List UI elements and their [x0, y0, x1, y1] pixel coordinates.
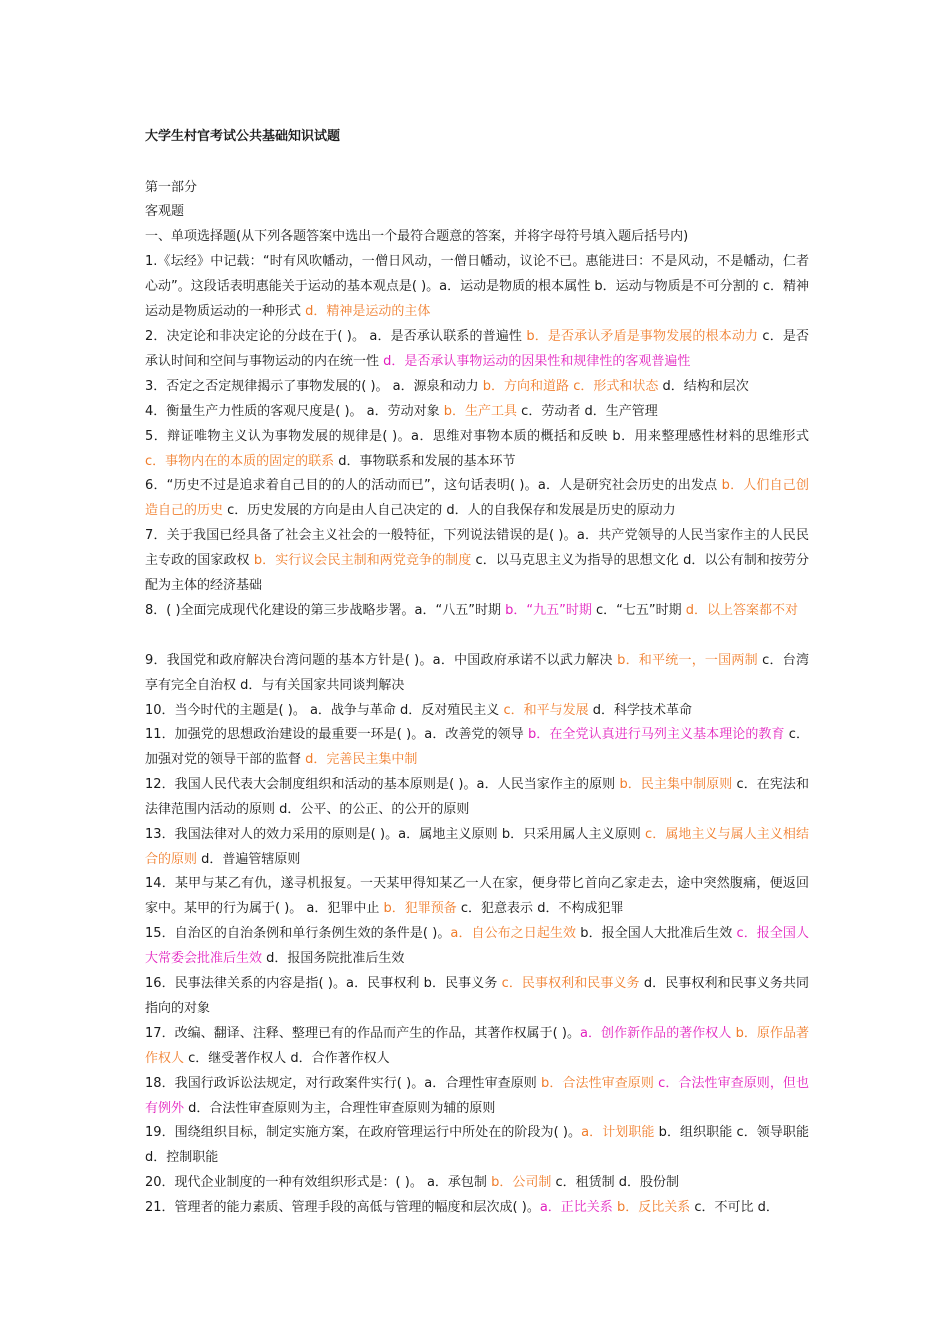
question-text: 12．我国人民代表大会制度组织和活动的基本原则是( )。a．人民当家作主的原则: [145, 777, 620, 792]
answer-highlight: b．公司制: [491, 1175, 552, 1190]
question-5: [145, 425, 809, 475]
question-7: [145, 524, 809, 599]
answer-highlight: b．在全党认真进行马列主义基本理论的教育: [527, 727, 785, 742]
answer-highlight: c．合法性审查原则，但也有例外: [145, 1076, 809, 1116]
question-text: 11．加强党的思想政治建设的最重要一环是( )。a．改善党的领导: [145, 727, 528, 742]
question-6: [145, 474, 809, 524]
question-text: 18．我国行政诉讼法规定，对行政案件实行( )。a．合理性审查原则: [145, 1076, 542, 1091]
question-4: [145, 400, 809, 425]
answer-highlight: c．报全国人大常委会批准后生效: [145, 926, 809, 966]
question-1: [145, 250, 809, 325]
answer-highlight: b．是否承认矛盾是事物发展的根本动力: [526, 329, 759, 344]
question-text: 19．围绕组织目标，制定实施方案，在政府管理运行中所处在的阶段为( )。: [145, 1125, 582, 1140]
question-17: [145, 1022, 809, 1072]
answer-highlight: b．方向和道路: [482, 379, 570, 394]
question-text: 20．现代企业制度的一种有效组织形式是：( )。 a．承包制: [145, 1175, 492, 1190]
question-text: d．结构和层次: [658, 379, 749, 394]
answer-highlight: c．事物内在的本质的固定的联系: [145, 453, 335, 469]
question-text: 7．关于我国已经具备了社会主义社会的一般特征，下列说法错误的是( )。a．共产党领导的人民当家作主的人民民主专政的国家政权: [145, 528, 809, 568]
answer-highlight: d．完善民主集中制: [305, 751, 418, 767]
answer-highlight: c．属地主义与属人主义相结合的原则: [145, 827, 809, 867]
question-text: d．普遍管辖原则: [197, 851, 301, 867]
document-title: 大学生村官考试公共基础知识试题: [145, 129, 341, 144]
answer-highlight: b．民主集中制原则: [619, 777, 733, 792]
question-9: [145, 649, 809, 699]
question-21: [145, 1196, 809, 1221]
question-text: c．租赁制 d．股份制: [551, 1175, 679, 1190]
answer-highlight: b．合法性审查原则: [541, 1076, 654, 1091]
answer-highlight: d．是否承认事物运动的因果性和规律性的客观普遍性: [383, 353, 691, 369]
question-text: c．加强对党的领导干部的监督: [145, 727, 809, 767]
question-11: [145, 723, 809, 773]
question-text: 14．某甲与某乙有仇，遂寻机报复。一天某甲得知某乙一人在家，便身带匕首向乙家走去，途中突然腹痛，便返回家中。某甲的行为属于( )。 a．犯罪中止: [145, 876, 809, 916]
answer-highlight: a．计划职能: [581, 1125, 655, 1140]
question-text: c．以马克思主义为指导的思想文化 d．以公有制和按劳分配为主体的经济基础: [145, 552, 809, 593]
answer-highlight: a．自公布之日起生效: [450, 926, 577, 941]
answer-highlight: b．和平统一，一国两制: [617, 653, 758, 668]
question-text: c．犯意表示 d．不构成犯罪: [456, 900, 624, 916]
question-text: c．劳动者 d．生产管理: [517, 404, 658, 419]
answer-highlight: b．实行议会民主制和两党竞争的制度: [253, 552, 472, 568]
question-text: 13．我国法律对人的效力采用的原则是( )。a．属地主义原则 b．只采用属人主义原则: [145, 827, 646, 842]
question-20: [145, 1171, 809, 1196]
question-text: 16．民事法律关系的内容是指( )。a．民事权利 b．民事义务: [145, 976, 502, 991]
question-text: 8．( )全面完成现代化建设的第三步战略步署。a．“八五”时期: [145, 603, 506, 618]
question-text: 4．衡量生产力性质的客观尺度是( )。 a．劳动对象: [145, 404, 444, 419]
question-2: [145, 325, 809, 375]
answer-highlight: b．生产工具: [443, 404, 518, 419]
question-18: [145, 1072, 809, 1122]
question-text: 5．辩证唯物主义认为事物发展的规律是( )。a．思维对事物本质的概括和反映 b．用来整理感性材料的思维形式: [145, 429, 809, 444]
answer-highlight: b．人们自己创造自己的历史: [145, 478, 809, 518]
question-text: c．“七五”时期: [591, 603, 686, 618]
answer-highlight: b．“九五”时期: [505, 603, 592, 618]
answer-highlight: c．和平与发展: [503, 703, 589, 718]
question-text: 9．我国党和政府解决台湾问题的基本方针是( )。a．中国政府承诺不以武力解决: [145, 653, 618, 668]
answer-highlight: d．以上答案都不对: [685, 603, 799, 618]
question-text: c．在宪法和法律范围内活动的原则 d．公平、的公正、的公开的原则: [145, 777, 809, 817]
question-text: 3．否定之否定规律揭示了事物发展的( )。 a．源泉和动力: [145, 379, 483, 394]
answer-highlight: b．犯罪预备: [383, 900, 457, 916]
question-3: [145, 375, 809, 400]
question-14: [145, 872, 809, 922]
question-text: c．是否承认时间和空间与事物运动的内在统一性: [145, 329, 809, 369]
section-heading: 第一部分: [145, 180, 198, 195]
question-text: 17．改编、翻译、注释、整理已有的作品而产生的作品，其著作权属于( )。: [145, 1026, 580, 1041]
question-text: c．历史发展的方向是由人自己决定的 d．人的自我保存和发展是历史的原动力: [223, 502, 676, 518]
answer-highlight: b．反比关系: [616, 1200, 691, 1215]
answer-highlight: a．创作新作品的著作权人: [580, 1026, 732, 1041]
answer-highlight: a．正比关系: [539, 1200, 613, 1215]
question-text: 6．“历史不过是追求着自己目的的人的活动而已”，这句话表明( )。a．人是研究社会历史的出发点: [145, 478, 722, 493]
question-13: [145, 823, 809, 873]
question-8: [145, 599, 809, 624]
answer-highlight: c．民事权利和民事义务: [501, 976, 640, 991]
question-text: d．合法性审查原则为主，合理性审查原则为辅的原则: [184, 1100, 496, 1116]
question-12: [145, 773, 809, 823]
answer-highlight: c．形式和状态: [573, 379, 659, 394]
question-text: b．组织职能 c．领导职能 d．控制职能: [145, 1125, 809, 1165]
question-text: 21．管理者的能力素质、管理手段的高低与管理的幅度和层次成( )。: [145, 1200, 540, 1215]
question-text: d．科学技术革命: [588, 703, 692, 718]
question-text: c．继受著作权人 d．合作著作权人: [184, 1050, 390, 1066]
answer-highlight: d．精神是运动的主体: [305, 303, 431, 319]
question-text: 1.《坛经》中记载：“时有风吹幡动，一僧日风动，一僧日幡动，议论不已。惠能进曰：不是风动，不是幡动，仁者心动”。这段话表明惠能关于运动的基本观点是( )。a．运动是物质的根本属性 b．运动与物质是不可分割的 c．精神运动是物质运动的一种形式: [145, 254, 809, 319]
question-text: b．报全国人大批准后生效: [576, 926, 737, 941]
question-10: [145, 699, 809, 724]
subsection-heading: 客观题: [145, 204, 185, 219]
question-text: d．民事权利和民事义务共同指向的对象: [145, 976, 809, 1016]
question-15: [145, 922, 809, 972]
question-text: d．事物联系和发展的基本环节: [334, 453, 516, 469]
answer-highlight: b．原作品著作权人: [145, 1026, 809, 1066]
question-16: [145, 972, 809, 1022]
question-19: [145, 1121, 809, 1171]
question-text: 15．自治区的自治条例和单行条例生效的条件是( )。: [145, 926, 451, 941]
question-text: 2．决定论和非决定论的分歧在于( )。 a．是否承认联系的普遍性: [145, 329, 527, 344]
question-text: c．不可比 d．: [690, 1200, 779, 1215]
question-text: c．台湾享有完全自治权 d．与有关国家共同谈判解决: [145, 653, 809, 693]
question-text: 10．当今时代的主题是( )。 a．战争与革命 d．反对殖民主义: [145, 703, 504, 718]
instruction-text: 一、单项选择题(从下列各题答案中选出一个最符合题意的答案，并将字母符号填入题后括号内): [145, 229, 689, 244]
question-text: d．报国务院批准后生效: [262, 950, 405, 966]
